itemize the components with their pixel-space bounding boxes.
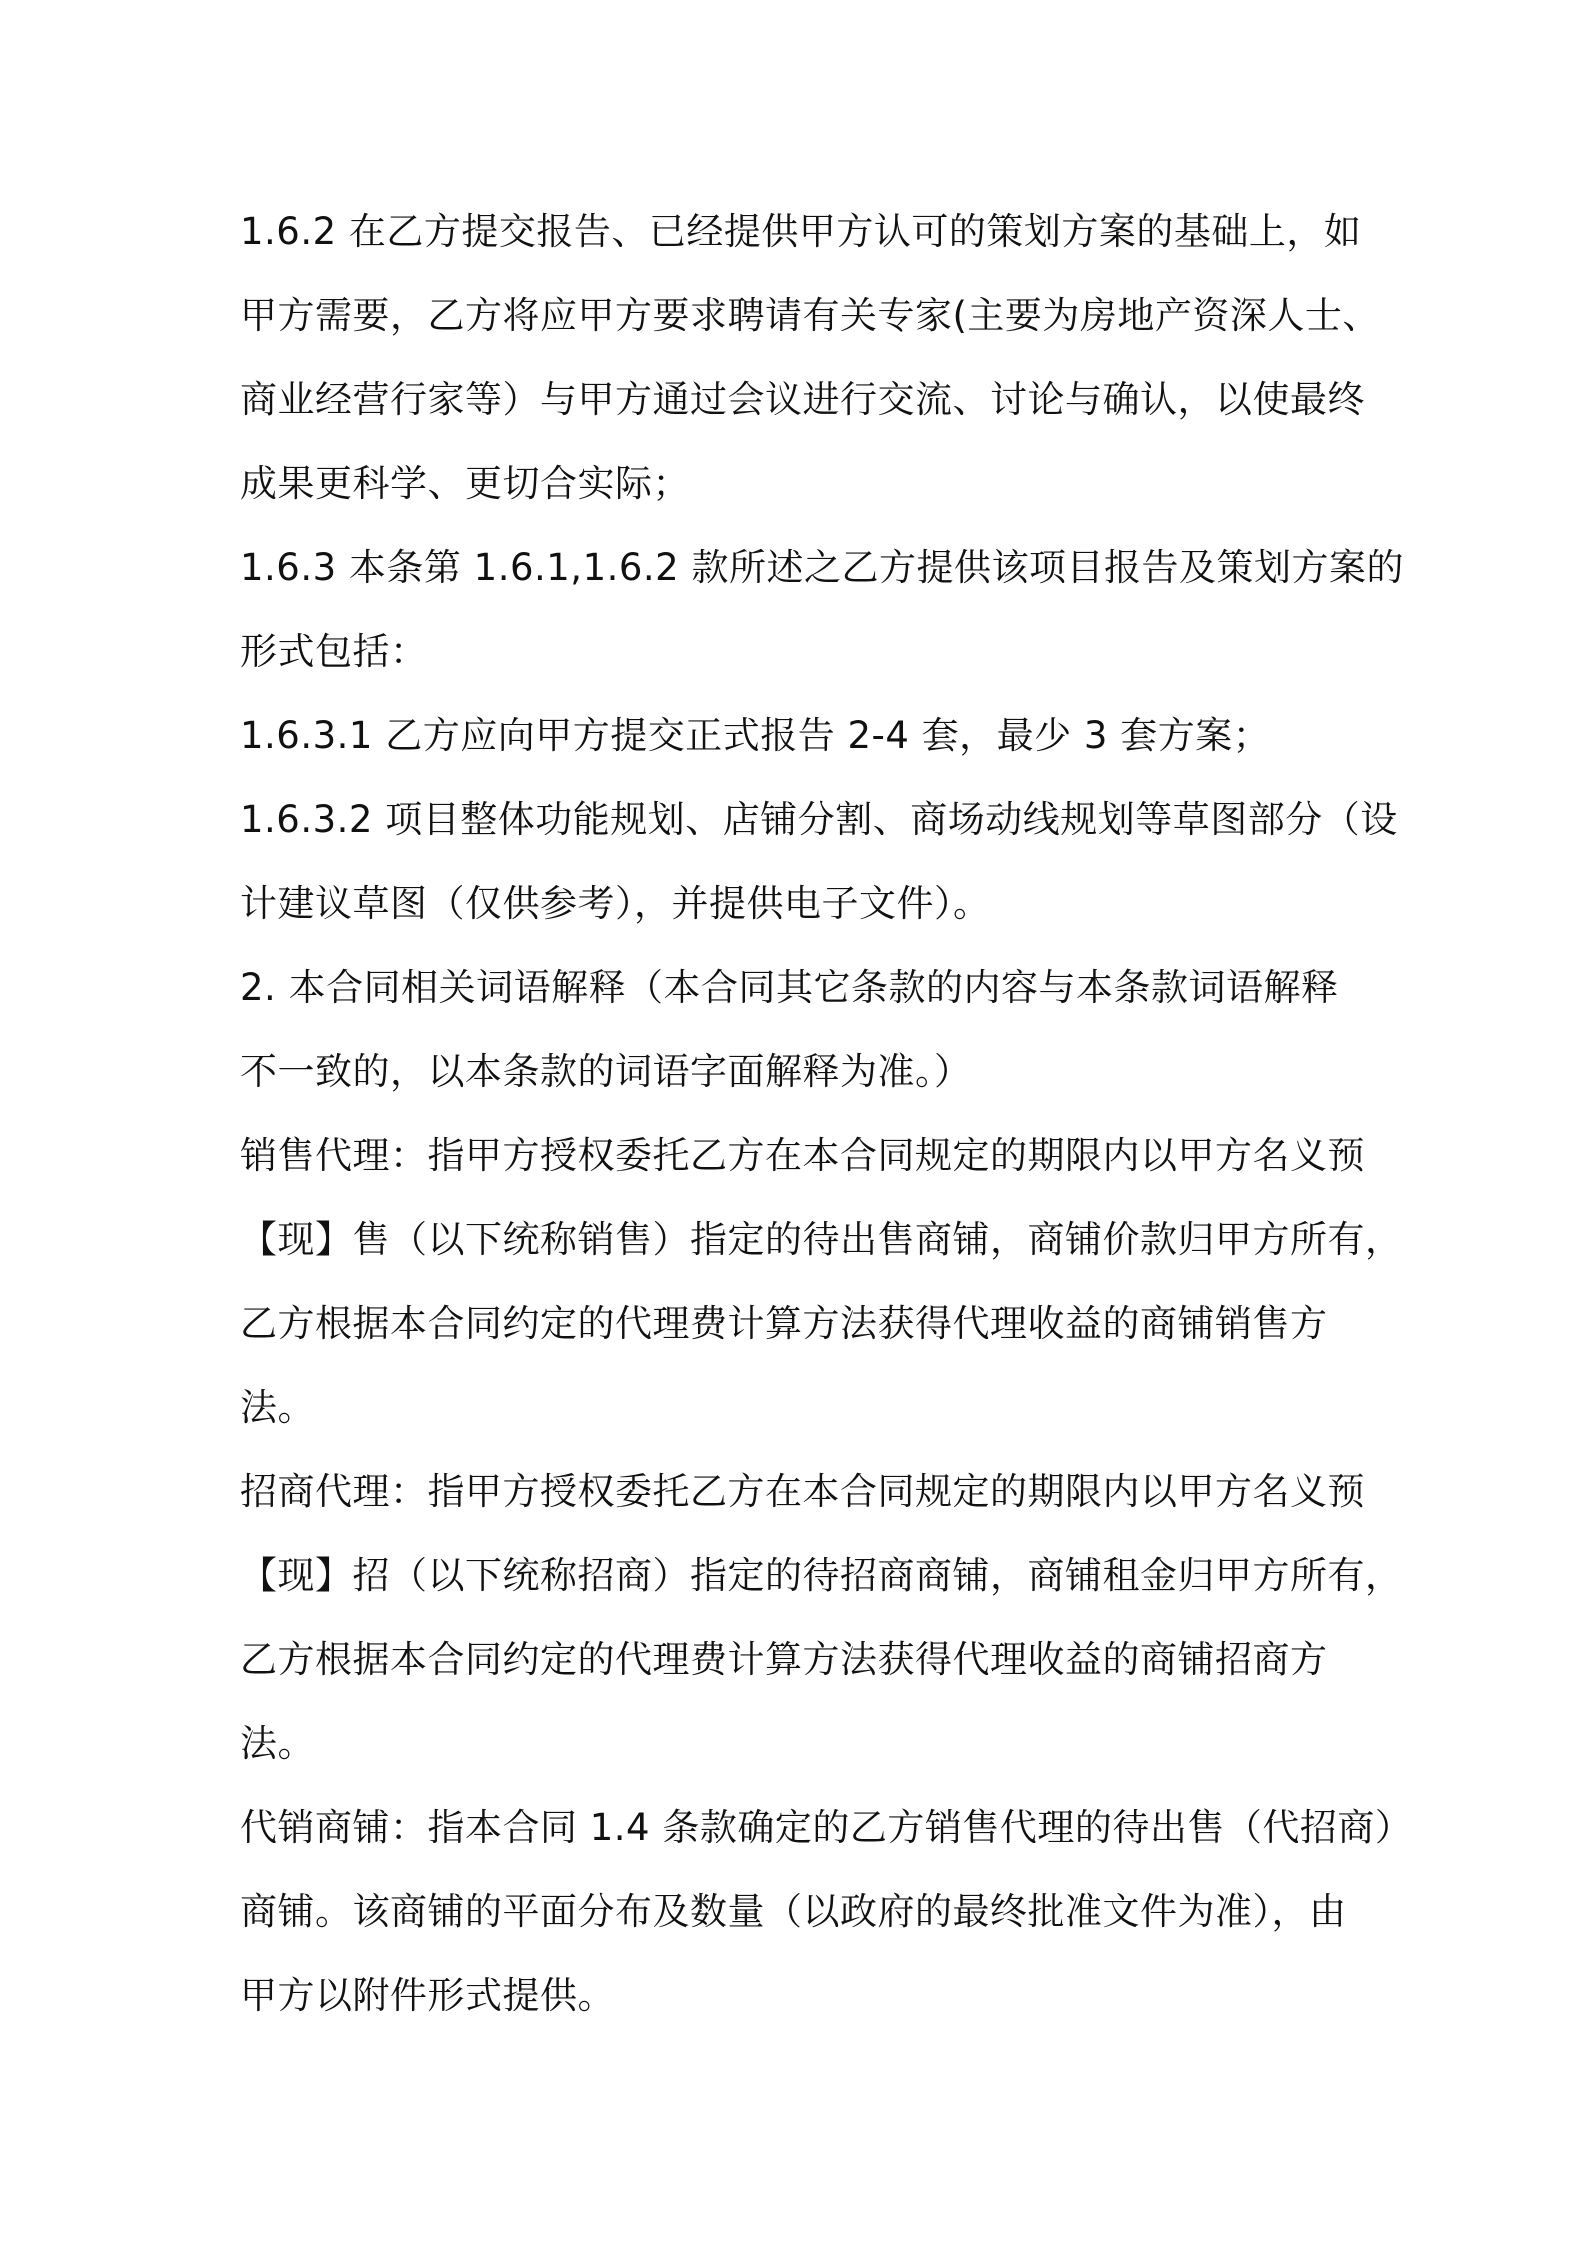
text-line: 甲方以附件形式提供。 xyxy=(240,1974,615,2017)
text-line: 形式包括： xyxy=(240,630,428,673)
text-line: 2. 本合同相关词语解释（本合同其它条款的内容与本条款词语解释 xyxy=(240,966,1339,1009)
text-line: 【现】招（以下统称招商）指定的待招商商铺，商铺租金归甲方所有， xyxy=(240,1554,1403,1597)
document-body xyxy=(240,190,1413,2038)
text-line: 1.6.3.1 乙方应向甲方提交正式报告 2-4 套，最少 3 套方案； xyxy=(240,714,1271,757)
text-line: 代销商铺：指本合同 1.4 条款确定的乙方销售代理的待出售（代招商） xyxy=(240,1806,1413,1849)
text-line: 【现】售（以下统称销售）指定的待出售商铺，商铺价款归甲方所有， xyxy=(240,1218,1403,1261)
text-line: 不一致的，以本条款的词语字面解释为准。） xyxy=(240,1050,972,1093)
text-line: 商业经营行家等）与甲方通过会议进行交流、讨论与确认，以使最终 xyxy=(240,378,1365,421)
text-line: 乙方根据本合同约定的代理费计算方法获得代理收益的商铺销售方 xyxy=(240,1302,1328,1345)
text-line: 招商代理：指甲方授权委托乙方在本合同规定的期限内以甲方名义预 xyxy=(240,1470,1365,1513)
text-line: 销售代理：指甲方授权委托乙方在本合同规定的期限内以甲方名义预 xyxy=(240,1134,1365,1177)
text-line: 计建议草图（仅供参考），并提供电子文件）。 xyxy=(240,882,991,925)
text-line: 甲方需要，乙方将应甲方要求聘请有关专家(主要为房地产资深人士、 xyxy=(240,294,1380,337)
text-line: 乙方根据本合同约定的代理费计算方法获得代理收益的商铺招商方 xyxy=(240,1638,1328,1681)
text-line: 法。 xyxy=(240,1722,315,1765)
text-line: 成果更科学、更切合实际； xyxy=(240,462,690,505)
text-line: 1.6.3.2 项目整体功能规划、店铺分割、商场动线规划等草图部分（设 xyxy=(240,798,1398,841)
text-line: 商铺。该商铺的平面分布及数量（以政府的最终批准文件为准），由 xyxy=(240,1890,1347,1933)
text-line: 法。 xyxy=(240,1386,315,1429)
text-line: 1.6.3 本条第 1.6.1,1.6.2 款所述之乙方提供该项目报告及策划方案的 xyxy=(240,546,1404,589)
text-line: 1.6.2 在乙方提交报告、已经提供甲方认可的策划方案的基础上，如 xyxy=(240,210,1362,253)
